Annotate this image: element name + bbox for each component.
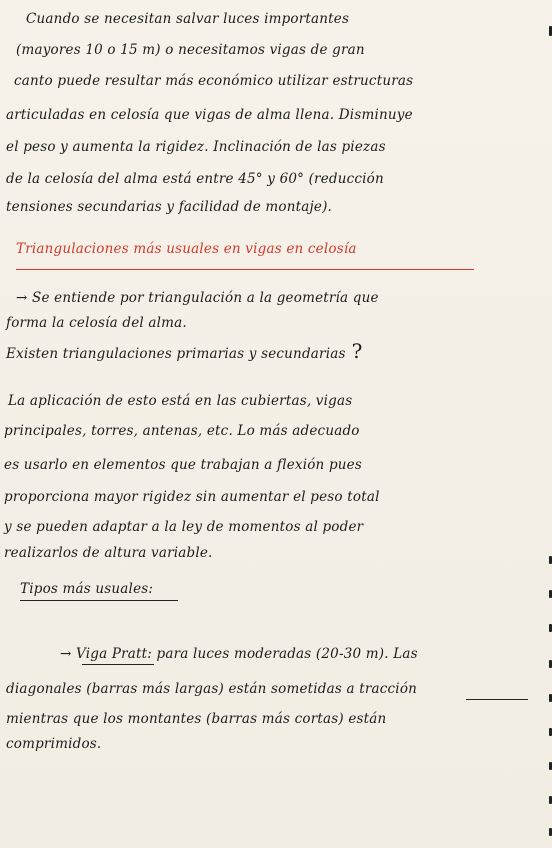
text-line: canto puede resultar más económico utilizar estructuras [14, 73, 414, 89]
text-line: Cuando se necesitan salvar luces importantes [26, 11, 350, 27]
text-fragment: Existen triangulaciones primarias y secundarias [6, 346, 346, 362]
text-line: → Se entiende por triangulación a la geometría que [16, 290, 379, 306]
text-line: es usarlo en elementos que trabajan a flexión pues [4, 457, 362, 473]
text-line: proporciona mayor rigidez sin aumentar el peso total [4, 489, 380, 505]
text-line: diagonales (barras más largas) están sometidas a tracción [6, 681, 418, 697]
text-line: mientras que los montantes (barras más cortas) están [6, 711, 387, 727]
text-line: de la celosía del alma está entre 45° y 60° (reducción [6, 171, 384, 187]
text-line: La aplicación de esto está en las cubiertas, vigas [8, 393, 353, 409]
subheading-underline [20, 600, 178, 601]
section-heading: Triangulaciones más usuales en vigas en celosía [16, 241, 357, 257]
question-mark: ? [351, 339, 363, 363]
text-line [6, 339, 538, 363]
text-line: articuladas en celosía que vigas de alma llena. Disminuye [6, 107, 413, 123]
text-line: el peso y aumenta la rigidez. Inclinación de las piezas [6, 139, 386, 155]
subheading: Tipos más usuales: [20, 581, 154, 597]
viga-pratt-underline [82, 664, 154, 665]
text-line: (mayores 10 o 15 m) o necesitamos vigas de gran [16, 42, 365, 58]
text-line: principales, torres, antenas, etc. Lo más adecuado [4, 423, 360, 439]
text-line: tensiones secundarias y facilidad de montaje). [6, 199, 333, 215]
text-line: y se pueden adaptar a la ley de momentos al poder [4, 519, 364, 535]
text-line: realizarlos de altura variable. [4, 545, 213, 561]
heading-underline [16, 269, 474, 270]
text-line: → Viga Pratt: para luces moderadas (20-30 m). Las [60, 646, 418, 662]
text-line: forma la celosía del alma. [6, 315, 187, 331]
traccion-underline [466, 699, 528, 700]
text-line: comprimidos. [6, 736, 102, 752]
